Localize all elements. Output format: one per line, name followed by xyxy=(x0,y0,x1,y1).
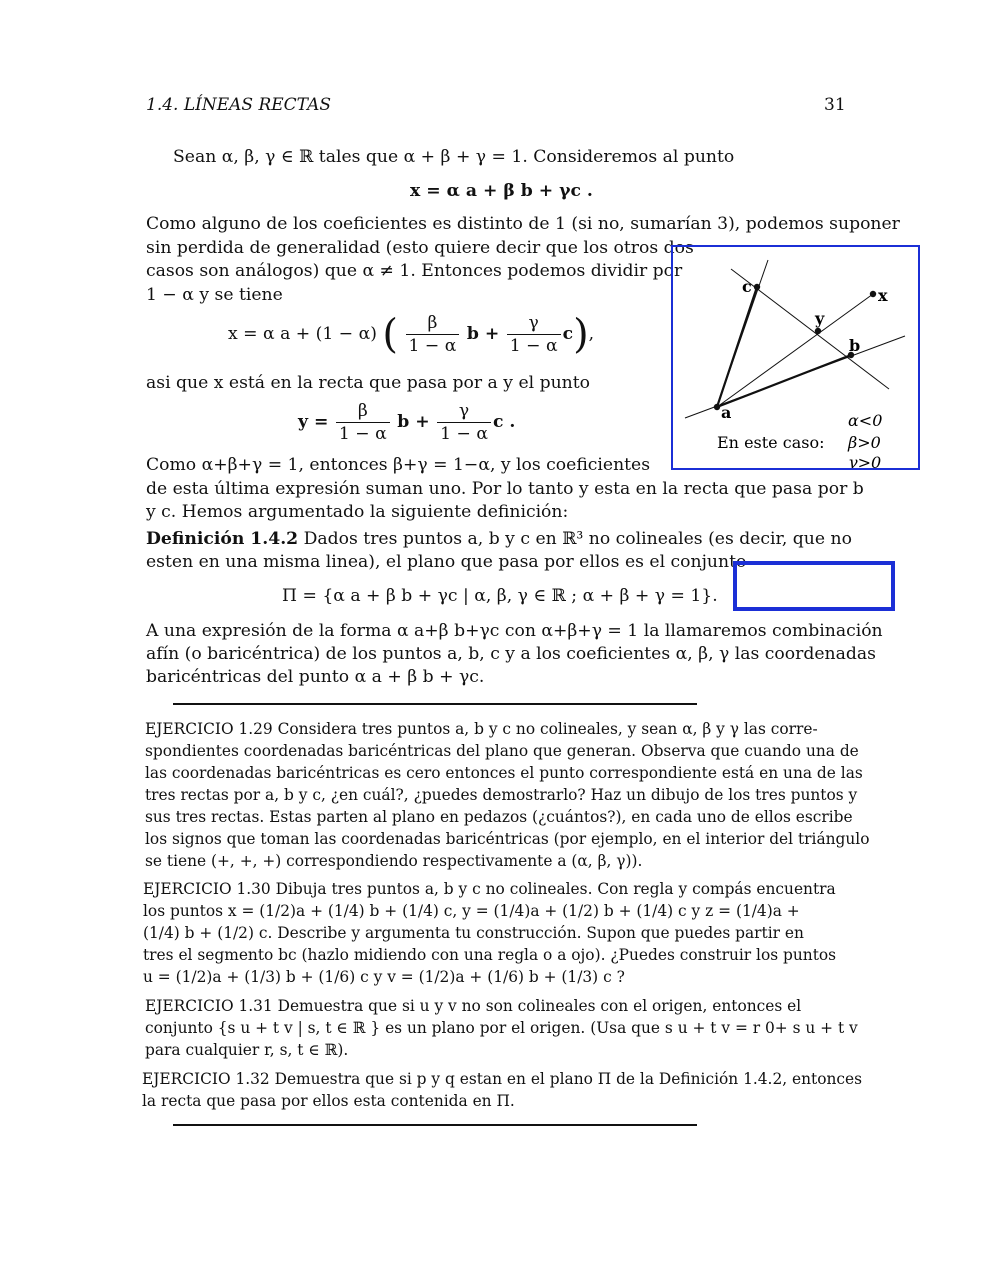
eq-lhs: x = α a + (1 − α) xyxy=(228,324,377,344)
running-header: 1.4. LÍNEAS RECTAS xyxy=(146,95,332,115)
eq-end: , xyxy=(588,324,595,344)
barycentric-diagram xyxy=(673,247,918,468)
exercise-line: las coordenadas baricéntricas es cero entonces el punto correspondiente está en una de las xyxy=(145,764,863,782)
intro-line: asi que x está en la recta que pasa por a y el punto xyxy=(146,373,590,393)
plane-equation: Π = {α a + β b + γc | α, β, γ ∈ ℝ ; α + β + γ = 1}. xyxy=(282,586,718,606)
numerator: γ xyxy=(507,312,561,335)
equation-x-expanded xyxy=(228,312,594,357)
definition-title: Definición 1.4.2 xyxy=(146,529,299,549)
term-c: c xyxy=(562,324,574,344)
intro-line: Como α+β+γ = 1, entonces β+γ = 1−α, y los coeficientes xyxy=(146,455,651,475)
exercise-1-29 xyxy=(145,718,870,872)
exercise-line: sus tres rectas. Estas parten al plano en pedazos (¿cuántos?), en cada uno de ellos escribe xyxy=(145,808,853,826)
label-c: c xyxy=(742,277,752,296)
definition-line xyxy=(146,528,852,551)
side-ab xyxy=(717,355,851,407)
eq-lhs: y = xyxy=(298,412,329,432)
label-a: a xyxy=(721,403,732,422)
point-c xyxy=(754,284,760,290)
denominator: 1 − α xyxy=(408,336,457,356)
exercise-line: spondientes coordenadas baricéntricas del plano que generan. Observa que cuando una de xyxy=(145,742,859,760)
exercise-line: EJERCICIO 1.29 Considera tres puntos a, b y c no colineales, y sean α, β y γ las corre- xyxy=(145,720,818,738)
denominator: 1 − α xyxy=(509,336,558,356)
exercise-line: conjunto {s u + t v | s, t ∈ ℝ } es un plano por el origen. (Usa que s u + t v = r 0+ s u + t v xyxy=(145,1019,858,1037)
exercise-line: la recta que pasa por ellos esta contenida en Π. xyxy=(142,1092,515,1110)
term-b: b + xyxy=(466,324,500,344)
equation-y xyxy=(298,400,515,445)
intro-line: de esta última expresión suman uno. Por lo tanto y esta en la recta que pasa por b xyxy=(146,479,864,499)
intro-line: sin perdida de generalidad (esto quiere decir que los otros dos xyxy=(146,238,694,258)
intro-line: y c. Hemos argumentado la siguiente definición: xyxy=(146,502,569,522)
figure-caption: En este caso: xyxy=(717,433,825,452)
label-b: b xyxy=(849,336,861,355)
equation-x: x = α a + β b + γc . xyxy=(410,181,593,201)
intro-line: casos son análogos) que α ≠ 1. Entonces podemos dividir por xyxy=(146,261,683,281)
figure-box xyxy=(671,245,920,470)
definition-line: baricéntricas del punto α a + β b + γc. xyxy=(146,667,485,687)
definition-line: A una expresión de la forma α a+β b+γc con α+β+γ = 1 la llamaremos combinación xyxy=(146,621,883,641)
condition-beta: β>0 xyxy=(848,433,881,452)
intro-line: Sean α, β, γ ∈ ℝ tales que α + β + γ = 1. Consideremos al punto xyxy=(173,147,735,167)
numerator: β xyxy=(336,400,390,423)
fraction xyxy=(507,312,561,357)
page-number: 31 xyxy=(824,95,846,115)
numerator: γ xyxy=(437,400,491,423)
highlight-box xyxy=(733,561,895,611)
term-b: b + xyxy=(397,412,430,432)
exercise-line: EJERCICIO 1.30 Dibuja tres puntos a, b y c no colineales. Con regla y compás encuentra xyxy=(143,880,836,898)
exercise-line: EJERCICIO 1.32 Demuestra que si p y q estan en el plano Π de la Definición 1.4.2, entonces xyxy=(142,1070,863,1088)
label-x: x xyxy=(878,286,888,305)
exercise-1-31 xyxy=(145,995,858,1061)
top-rule xyxy=(173,703,697,705)
exercise-line: tres rectas por a, b y c, ¿en cuál?, ¿puedes demostrarlo? Haz un dibujo de los tres puntos y xyxy=(145,786,858,804)
intro-line: 1 − α y se tiene xyxy=(146,285,283,305)
point-x xyxy=(870,291,876,297)
definition-line: afín (o baricéntrica) de los puntos a, b, c y a los coeficientes α, β, γ las coordenadas xyxy=(146,644,876,664)
exercise-line: tres el segmento bc (hazlo midiendo con una regla o a ojo). ¿Puedes construir los puntos xyxy=(143,946,837,964)
fraction xyxy=(437,400,491,445)
definition-text: Dados tres puntos a, b y c en ℝ³ no colineales (es decir, que no xyxy=(303,529,852,549)
denominator: 1 − α xyxy=(338,424,387,444)
denominator: 1 − α xyxy=(440,424,488,444)
condition-alpha: α<0 xyxy=(848,411,883,430)
intro-line: Como alguno de los coeficientes es distinto de 1 (si no, sumarían 3), podemos suponer xyxy=(146,214,900,234)
term-c: c . xyxy=(492,412,516,432)
exercise-line: los puntos x = (1/2)a + (1/4) b + (1/4) c, y = (1/4)a + (1/2) b + (1/4) c y z = (1/4)a + xyxy=(143,902,800,920)
condition-gamma: γ>0 xyxy=(848,453,882,468)
paren-close: ) xyxy=(573,311,589,358)
point-y xyxy=(815,328,821,334)
exercise-1-30 xyxy=(143,878,836,988)
exercise-line: (1/4) b + (1/2) c. Describe y argumenta tu construcción. Supon que puedes partir en xyxy=(143,924,804,942)
definition-line: esten en una misma linea), el plano que pasa por ellos es el conjunto xyxy=(146,552,747,572)
exercise-line: para cualquier r, s, t ∈ ℝ). xyxy=(145,1041,349,1059)
side-ac xyxy=(717,287,757,407)
exercise-line: los signos que toman las coordenadas baricéntricas (por ejemplo, en el interior del triángulo xyxy=(145,830,870,848)
point-a xyxy=(714,404,720,410)
paren-open: ( xyxy=(382,311,399,358)
exercise-line: EJERCICIO 1.31 Demuestra que si u y v no son colineales con el origen, entonces el xyxy=(145,997,802,1015)
fraction xyxy=(406,312,460,357)
exercise-line: se tiene (+, +, +) correspondiendo respectivamente a (α, β, γ)). xyxy=(145,852,643,870)
exercise-1-32 xyxy=(142,1068,862,1112)
fraction xyxy=(336,400,390,445)
label-y: y xyxy=(815,309,825,328)
bottom-rule xyxy=(173,1124,697,1126)
exercise-line: u = (1/2)a + (1/3) b + (1/6) c y v = (1/2)a + (1/6) b + (1/3) c ? xyxy=(143,968,625,986)
numerator: β xyxy=(406,312,460,335)
